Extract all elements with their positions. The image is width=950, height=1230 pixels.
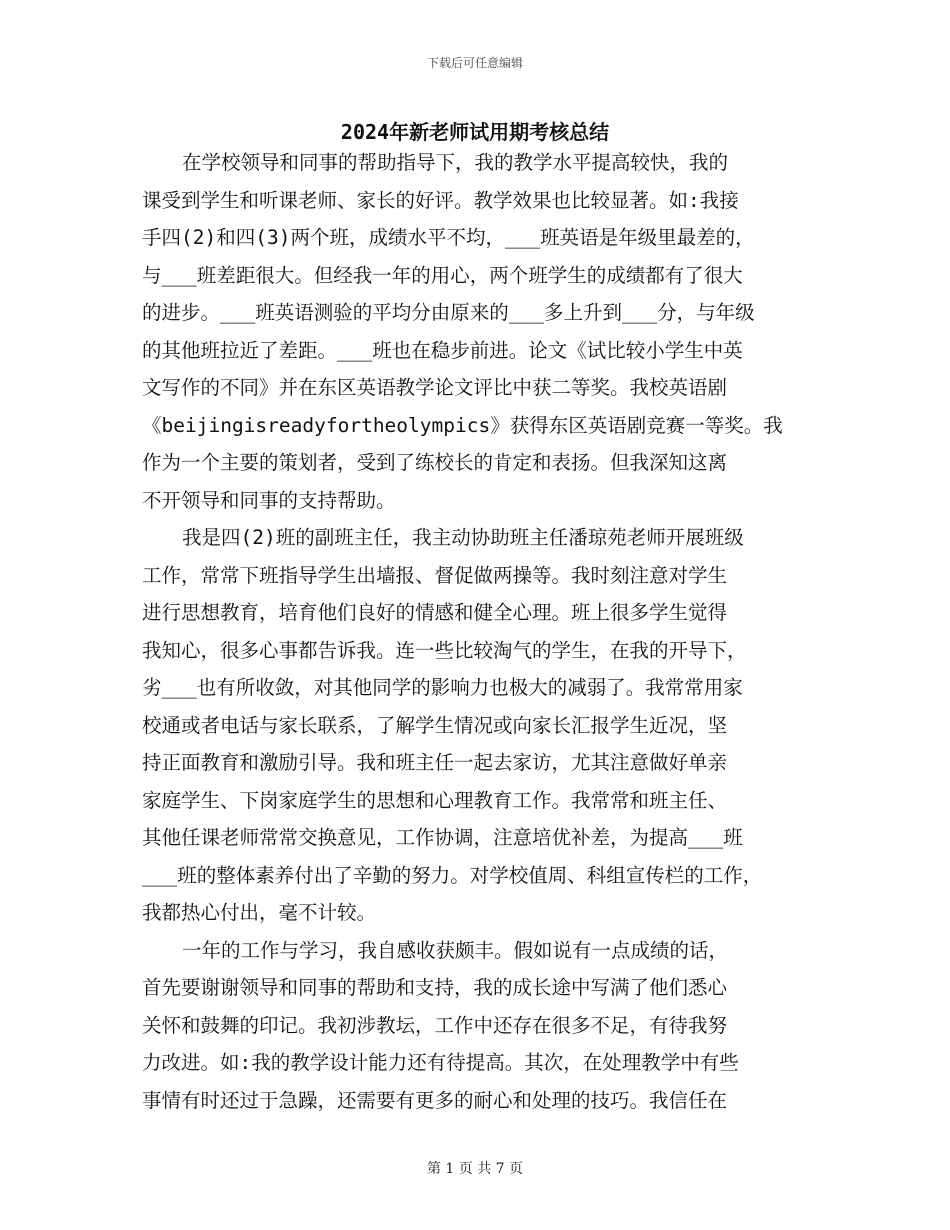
paragraph-1-line-5: 的进步。___班英语测验的平均分由原来的___多上升到___分，与年级 xyxy=(142,301,755,324)
paragraph-1-line-2: 课受到学生和听课老师、家长的好评。教学效果也比较显著。如:我接 xyxy=(142,188,739,212)
paragraph-3-line-4: 力改进。如:我的教学设计能力还有待提高。其次，在处理教学中有些 xyxy=(142,1051,739,1074)
paragraph-3-line-5: 事情有时还过于急躁，还需要有更多的耐心和处理的技巧。我信任在 xyxy=(142,1088,728,1112)
paragraph-1-line-3: 手四(2)和四(3)两个班，成绩水平不均，___班英语是年级里最差的， xyxy=(142,226,755,249)
paragraph-2-line-11: 我都热心付出，毫不计较。 xyxy=(142,901,377,924)
paragraph-2-line-10: ___班的整体素养付出了辛勤的努力。对学校值周、科组宣传栏的工作， xyxy=(142,863,763,887)
paragraph-1-line-7: 文写作的不同》并在东区英语教学论文评比中获二等奖。我校英语剧 xyxy=(142,376,728,399)
document-body xyxy=(142,144,814,1119)
paragraph-2-line-1: 我是四(2)班的副班主任，我主动协助班主任潘琼苑老师开展班级 xyxy=(182,526,744,549)
paragraph-1-line-4: 与___班差距很大。但经我一年的用心，两个班学生的成绩都有了很大 xyxy=(142,263,743,287)
paragraph-2-line-6: 校通或者电话与家长联系，了解学生情况或向家长汇报学生近况，坚 xyxy=(142,713,728,737)
paragraph-2-line-2: 工作，常常下班指导学生出墙报、督促做两操等。我时刻注意对学生 xyxy=(142,563,728,587)
paragraph-3-line-3: 关怀和鼓舞的印记。我初涉教坛，工作中还存在很多不足，有待我努 xyxy=(142,1013,728,1037)
paragraph-1-line-9: 作为一个主要的策划者，受到了练校长的肯定和表扬。但我深知这离 xyxy=(142,451,728,474)
paragraph-1-line-10: 不开领导和同事的支持帮助。 xyxy=(142,488,396,512)
paragraph-2-line-3: 进行思想教育，培育他们良好的情感和健全心理。班上很多学生觉得 xyxy=(142,601,728,624)
page-number-footer: 第 1 页 共 7 页 xyxy=(426,1161,524,1177)
paragraph-2-line-8: 家庭学生、下岗家庭学生的思想和心理教育工作。我常常和班主任、 xyxy=(142,788,728,812)
paragraph-1-line-1: 在学校领导和同事的帮助指导下，我的教学水平提高较快，我的 xyxy=(182,151,729,174)
paragraph-2-line-7: 持正面教育和激励引导。我和班主任一起去家访，尤其注意做好单亲 xyxy=(142,751,728,774)
paragraph-2-line-4: 我知心，很多心事都告诉我。连一些比较淘气的学生，在我的开导下， xyxy=(142,638,747,662)
paragraph-2-line-9: 其他任课老师常常交换意见，工作协调，注意培优补差，为提高___班 xyxy=(142,826,743,849)
paragraph-1-line-8: 《beijingisreadyfortheolympics》获得东区英语剧竞赛一等奖。我 xyxy=(142,413,783,437)
paragraph-3-line-1: 一年的工作与学习，我自感收获颇丰。假如说有一点成绩的话， xyxy=(182,938,729,962)
paragraph-3-line-2: 首先要谢谢领导和同事的帮助和支持，我的成长途中写满了他们悉心 xyxy=(142,976,728,999)
header-note: 下载后可任意编辑 xyxy=(426,56,523,70)
document-title: 2024年新老师试用期考核总结 xyxy=(340,120,610,144)
paragraph-1-line-6: 的其他班拉近了差距。___班也在稳步前进。论文《试比较小学生中英 xyxy=(142,338,743,362)
paragraph-2-line-5: 劣___也有所收敛，对其他同学的影响力也极大的减弱了。我常常用家 xyxy=(142,676,743,699)
